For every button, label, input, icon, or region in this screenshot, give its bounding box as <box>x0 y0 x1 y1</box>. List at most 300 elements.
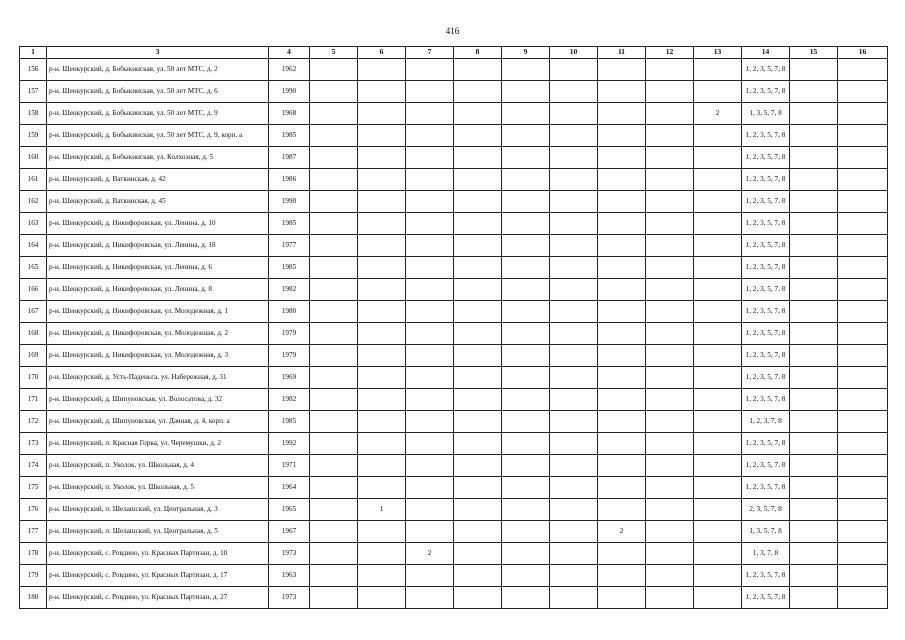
value-cell <box>790 301 838 323</box>
value-cell <box>646 455 694 477</box>
page-number: 416 <box>445 26 460 36</box>
value-cell <box>358 543 406 565</box>
value-cell <box>550 543 598 565</box>
value-cell <box>406 345 454 367</box>
value-cell <box>406 455 454 477</box>
value-cell <box>838 213 888 235</box>
value-cell <box>406 521 454 543</box>
table-row <box>20 257 888 279</box>
value-cell <box>550 345 598 367</box>
value-cell <box>310 455 358 477</box>
value-cell: 2 <box>694 103 742 125</box>
table-row <box>20 455 888 477</box>
value-cell <box>646 301 694 323</box>
value-cell <box>790 345 838 367</box>
value-cell <box>454 81 502 103</box>
table-row <box>20 125 888 147</box>
value-cell <box>694 521 742 543</box>
value-cell <box>502 125 550 147</box>
table-row <box>20 411 888 433</box>
value-cell: 1, 2, 3, 5, 7, 8 <box>742 59 790 81</box>
value-cell: 1, 2, 3, 5, 7, 8 <box>742 433 790 455</box>
value-cell <box>454 543 502 565</box>
value-cell <box>694 345 742 367</box>
value-cell <box>502 147 550 169</box>
year-cell: 1962 <box>269 59 310 81</box>
value-cell: 1, 2, 3, 5, 7, 8 <box>742 235 790 257</box>
table-row <box>20 543 888 565</box>
value-cell <box>502 301 550 323</box>
value-cell <box>454 59 502 81</box>
table-row <box>20 301 888 323</box>
table-row <box>20 521 888 543</box>
column-header: 13 <box>694 47 742 59</box>
table-row <box>20 345 888 367</box>
value-cell <box>310 411 358 433</box>
value-cell <box>550 323 598 345</box>
value-cell <box>454 367 502 389</box>
value-cell <box>790 389 838 411</box>
value-cell <box>550 521 598 543</box>
value-cell <box>550 389 598 411</box>
value-cell <box>838 125 888 147</box>
value-cell <box>502 59 550 81</box>
row-number: 168 <box>20 323 47 345</box>
value-cell <box>646 103 694 125</box>
column-header: 14 <box>742 47 790 59</box>
value-cell <box>598 235 646 257</box>
value-cell <box>454 191 502 213</box>
value-cell <box>310 235 358 257</box>
value-cell: 1, 2, 3, 7, 8 <box>742 411 790 433</box>
table-row <box>20 59 888 81</box>
table-body <box>20 59 888 609</box>
value-cell <box>646 543 694 565</box>
value-cell <box>694 587 742 609</box>
value-cell <box>310 367 358 389</box>
value-cell <box>310 169 358 191</box>
value-cell: 1, 2, 3, 5, 7, 8 <box>742 389 790 411</box>
value-cell <box>454 301 502 323</box>
value-cell <box>502 323 550 345</box>
column-header: 1 <box>20 47 47 59</box>
value-cell <box>502 411 550 433</box>
value-cell <box>550 257 598 279</box>
value-cell <box>406 257 454 279</box>
value-cell <box>550 411 598 433</box>
table-row <box>20 191 888 213</box>
value-cell <box>454 499 502 521</box>
value-cell <box>550 81 598 103</box>
value-cell <box>358 477 406 499</box>
value-cell <box>790 521 838 543</box>
value-cell <box>838 587 888 609</box>
column-header: 5 <box>310 47 358 59</box>
value-cell <box>694 257 742 279</box>
value-cell <box>502 213 550 235</box>
value-cell <box>694 477 742 499</box>
value-cell <box>838 279 888 301</box>
address-cell: р-н. Шенкурский, с. Ровдино, ул. Красных Партизан, д. 17 <box>47 565 269 587</box>
column-header: 12 <box>646 47 694 59</box>
year-cell: 1968 <box>269 103 310 125</box>
value-cell <box>310 477 358 499</box>
address-cell: р-н. Шенкурский, п. Шелашский, ул. Центральная, д. 3 <box>47 499 269 521</box>
value-cell <box>646 389 694 411</box>
value-cell <box>310 499 358 521</box>
row-number: 175 <box>20 477 47 499</box>
value-cell <box>646 191 694 213</box>
value-cell <box>694 433 742 455</box>
value-cell <box>550 125 598 147</box>
year-cell: 1990 <box>269 191 310 213</box>
value-cell: 1, 2, 3, 5, 7, 8 <box>742 125 790 147</box>
value-cell <box>838 521 888 543</box>
value-cell <box>454 477 502 499</box>
value-cell <box>790 565 838 587</box>
value-cell <box>550 565 598 587</box>
value-cell <box>550 455 598 477</box>
row-number: 161 <box>20 169 47 191</box>
value-cell <box>550 235 598 257</box>
row-number: 160 <box>20 147 47 169</box>
value-cell <box>598 59 646 81</box>
value-cell <box>502 565 550 587</box>
value-cell <box>838 257 888 279</box>
value-cell <box>406 191 454 213</box>
value-cell <box>694 147 742 169</box>
value-cell: 1, 2, 3, 5, 7, 8 <box>742 169 790 191</box>
value-cell <box>358 455 406 477</box>
value-cell <box>502 543 550 565</box>
address-cell: р-н. Шенкурский, д. Никифоровская, ул. Ленина, д. 6 <box>47 257 269 279</box>
value-cell: 1, 2, 3, 5, 7, 8 <box>742 257 790 279</box>
value-cell <box>454 213 502 235</box>
value-cell <box>598 345 646 367</box>
value-cell <box>358 147 406 169</box>
year-cell: 1965 <box>269 499 310 521</box>
value-cell <box>646 521 694 543</box>
value-cell <box>550 367 598 389</box>
value-cell <box>502 389 550 411</box>
value-cell <box>454 345 502 367</box>
value-cell: 1, 2, 3, 5, 7, 8 <box>742 587 790 609</box>
value-cell <box>838 81 888 103</box>
value-cell: 1, 2, 3, 5, 7, 8 <box>742 455 790 477</box>
value-cell <box>598 81 646 103</box>
value-cell <box>598 301 646 323</box>
row-number: 174 <box>20 455 47 477</box>
value-cell <box>406 147 454 169</box>
value-cell <box>310 279 358 301</box>
value-cell <box>406 565 454 587</box>
value-cell <box>406 59 454 81</box>
year-cell: 1985 <box>269 125 310 147</box>
value-cell <box>646 323 694 345</box>
value-cell <box>358 125 406 147</box>
value-cell <box>358 433 406 455</box>
value-cell <box>790 455 838 477</box>
row-number: 159 <box>20 125 47 147</box>
value-cell <box>598 411 646 433</box>
row-number: 157 <box>20 81 47 103</box>
value-cell <box>598 477 646 499</box>
year-cell: 1985 <box>269 257 310 279</box>
header-row <box>20 47 888 59</box>
row-number: 178 <box>20 543 47 565</box>
address-cell: р-н. Шенкурский, п. Шелашский, ул. Центральная, д. 5 <box>47 521 269 543</box>
value-cell <box>502 521 550 543</box>
column-header: 10 <box>550 47 598 59</box>
value-cell <box>454 389 502 411</box>
value-cell <box>550 433 598 455</box>
year-cell: 1987 <box>269 147 310 169</box>
value-cell <box>646 59 694 81</box>
year-cell: 1973 <box>269 587 310 609</box>
address-cell: р-н. Шенкурский, д. Никифоровская, ул. Ленина, д. 8 <box>47 279 269 301</box>
year-cell: 1977 <box>269 235 310 257</box>
table-row <box>20 565 888 587</box>
value-cell <box>358 81 406 103</box>
value-cell <box>790 477 838 499</box>
value-cell <box>454 169 502 191</box>
value-cell <box>550 169 598 191</box>
value-cell <box>502 169 550 191</box>
value-cell <box>598 125 646 147</box>
value-cell <box>790 279 838 301</box>
value-cell <box>790 367 838 389</box>
value-cell <box>598 213 646 235</box>
row-number: 176 <box>20 499 47 521</box>
value-cell <box>502 433 550 455</box>
year-cell: 1982 <box>269 279 310 301</box>
value-cell <box>454 587 502 609</box>
value-cell <box>838 411 888 433</box>
value-cell <box>502 81 550 103</box>
value-cell <box>406 323 454 345</box>
value-cell <box>598 103 646 125</box>
value-cell <box>694 323 742 345</box>
value-cell <box>310 345 358 367</box>
value-cell <box>358 521 406 543</box>
value-cell <box>790 125 838 147</box>
value-cell <box>454 257 502 279</box>
value-cell <box>502 235 550 257</box>
table-row <box>20 477 888 499</box>
value-cell <box>454 455 502 477</box>
value-cell: 1, 2, 3, 5, 7, 8 <box>742 213 790 235</box>
value-cell <box>406 477 454 499</box>
value-cell <box>694 213 742 235</box>
value-cell <box>646 257 694 279</box>
value-cell <box>502 257 550 279</box>
value-cell <box>790 59 838 81</box>
year-cell: 1992 <box>269 433 310 455</box>
table-row <box>20 235 888 257</box>
value-cell <box>646 169 694 191</box>
value-cell <box>646 235 694 257</box>
value-cell <box>454 521 502 543</box>
value-cell <box>310 103 358 125</box>
value-cell <box>502 279 550 301</box>
value-cell <box>502 191 550 213</box>
value-cell: 1 <box>358 499 406 521</box>
value-cell <box>310 301 358 323</box>
value-cell <box>358 587 406 609</box>
row-number: 170 <box>20 367 47 389</box>
value-cell <box>646 125 694 147</box>
address-cell: р-н. Шенкурский, д. Бобыкинская, ул. 50 лет МТС, д. 2 <box>47 59 269 81</box>
value-cell <box>694 235 742 257</box>
value-cell <box>694 455 742 477</box>
value-cell <box>694 499 742 521</box>
value-cell: 2 <box>406 543 454 565</box>
value-cell <box>358 345 406 367</box>
column-header: 3 <box>47 47 269 59</box>
value-cell <box>790 81 838 103</box>
value-cell: 1, 2, 3, 5, 7, 8 <box>742 147 790 169</box>
table-row <box>20 389 888 411</box>
address-cell: р-н. Шенкурский, д. Шипуновская, ул. Волосатова, д. 32 <box>47 389 269 411</box>
value-cell: 2 <box>598 521 646 543</box>
value-cell <box>406 213 454 235</box>
address-cell: р-н. Шенкурский, д. Шипуновская, ул. Дачная, д. 4, корп. а <box>47 411 269 433</box>
value-cell <box>358 257 406 279</box>
value-cell <box>454 433 502 455</box>
row-number: 164 <box>20 235 47 257</box>
value-cell <box>454 103 502 125</box>
address-cell: р-н. Шенкурский, п. Красная Горка, ул. Черемушки, д. 2 <box>47 433 269 455</box>
value-cell <box>838 169 888 191</box>
column-header: 7 <box>406 47 454 59</box>
value-cell: 1, 2, 3, 5, 7, 8 <box>742 367 790 389</box>
value-cell <box>310 213 358 235</box>
value-cell <box>790 587 838 609</box>
address-cell: р-н. Шенкурский, д. Никифоровская, ул. Молодежная, д. 2 <box>47 323 269 345</box>
value-cell <box>406 279 454 301</box>
value-cell <box>454 235 502 257</box>
address-cell: р-н. Шенкурский, д. Ваткинская, д. 42 <box>47 169 269 191</box>
value-cell <box>598 279 646 301</box>
value-cell <box>358 213 406 235</box>
value-cell <box>694 301 742 323</box>
value-cell <box>502 587 550 609</box>
value-cell <box>310 81 358 103</box>
value-cell <box>454 279 502 301</box>
value-cell <box>838 191 888 213</box>
value-cell <box>646 499 694 521</box>
address-cell: р-н. Шенкурский, п. Уколок, ул. Школьная, д. 4 <box>47 455 269 477</box>
value-cell <box>406 235 454 257</box>
value-cell <box>838 147 888 169</box>
value-cell <box>646 147 694 169</box>
value-cell <box>838 477 888 499</box>
row-number: 165 <box>20 257 47 279</box>
value-cell: 1, 2, 3, 5, 7, 8 <box>742 565 790 587</box>
value-cell <box>790 169 838 191</box>
table-row <box>20 279 888 301</box>
value-cell <box>694 543 742 565</box>
value-cell <box>358 367 406 389</box>
address-cell: р-н. Шенкурский, д. Усть-Паденьга, ул. Набережная, д. 31 <box>47 367 269 389</box>
row-number: 169 <box>20 345 47 367</box>
value-cell <box>406 499 454 521</box>
column-header: 15 <box>790 47 838 59</box>
address-cell: р-н. Шенкурский, д. Бобыкинская, ул. 50 лет МТС, д. 9 <box>47 103 269 125</box>
value-cell <box>646 477 694 499</box>
value-cell <box>454 565 502 587</box>
row-number: 162 <box>20 191 47 213</box>
year-cell: 1980 <box>269 301 310 323</box>
value-cell <box>406 587 454 609</box>
year-cell: 1990 <box>269 81 310 103</box>
value-cell <box>310 191 358 213</box>
table-row <box>20 367 888 389</box>
value-cell <box>406 367 454 389</box>
value-cell <box>598 433 646 455</box>
value-cell <box>550 103 598 125</box>
value-cell <box>598 147 646 169</box>
year-cell: 1964 <box>269 477 310 499</box>
value-cell <box>838 59 888 81</box>
value-cell <box>598 367 646 389</box>
value-cell <box>550 147 598 169</box>
address-cell: р-н. Шенкурский, д. Ваткинская, д. 45 <box>47 191 269 213</box>
table-row <box>20 81 888 103</box>
year-cell: 1986 <box>269 169 310 191</box>
value-cell: 1, 2, 3, 5, 7, 8 <box>742 81 790 103</box>
value-cell <box>838 367 888 389</box>
value-cell <box>838 499 888 521</box>
value-cell <box>646 411 694 433</box>
year-cell: 1985 <box>269 411 310 433</box>
column-header: 8 <box>454 47 502 59</box>
value-cell <box>406 103 454 125</box>
address-cell: р-н. Шенкурский, д. Бобыкинская, ул. 50 лет МТС, д. 9, корп. а <box>47 125 269 147</box>
value-cell <box>502 345 550 367</box>
address-cell: р-н. Шенкурский, д. Никифоровская, ул. Молодежная, д. 1 <box>47 301 269 323</box>
year-cell: 1963 <box>269 565 310 587</box>
value-cell <box>358 411 406 433</box>
value-cell <box>790 213 838 235</box>
value-cell <box>310 565 358 587</box>
row-number: 156 <box>20 59 47 81</box>
value-cell <box>598 565 646 587</box>
year-cell: 1982 <box>269 389 310 411</box>
value-cell <box>790 147 838 169</box>
table-row <box>20 433 888 455</box>
value-cell <box>310 59 358 81</box>
row-number: 173 <box>20 433 47 455</box>
value-cell <box>454 125 502 147</box>
value-cell <box>790 257 838 279</box>
value-cell <box>358 191 406 213</box>
value-cell <box>310 125 358 147</box>
value-cell <box>838 455 888 477</box>
value-cell <box>838 323 888 345</box>
table-row <box>20 323 888 345</box>
value-cell <box>598 169 646 191</box>
address-cell: р-н. Шенкурский, д. Никифоровская, ул. Ленина, д. 10 <box>47 213 269 235</box>
table-row <box>20 103 888 125</box>
year-cell: 1979 <box>269 323 310 345</box>
value-cell <box>838 345 888 367</box>
value-cell <box>358 235 406 257</box>
value-cell <box>838 389 888 411</box>
value-cell <box>790 411 838 433</box>
value-cell: 1, 3, 7, 8 <box>742 543 790 565</box>
value-cell <box>358 103 406 125</box>
